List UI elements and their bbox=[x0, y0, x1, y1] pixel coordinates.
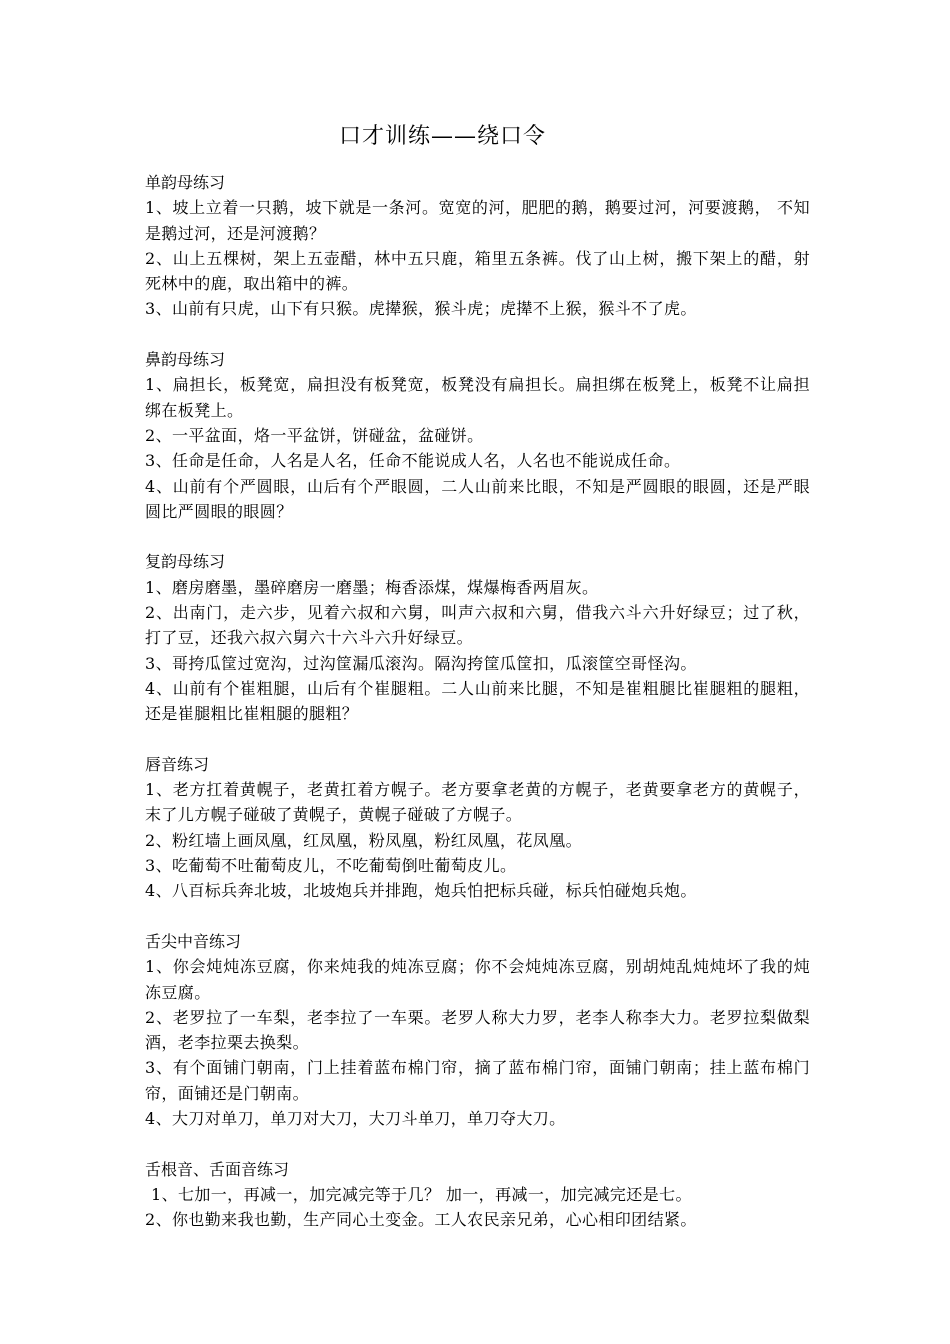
tongue-twister-item: 2、粉红墙上画凤凰，红凤凰，粉凤凰，粉红凤凰，花凤凰。 bbox=[145, 830, 582, 850]
section-velar-palatal bbox=[145, 1157, 810, 1233]
tongue-twister-item: 1、你会炖炖冻豆腐，你来炖我的炖冻豆腐；你不会炖炖冻豆腐，别胡炖乱炖炖坏了我的炖冻豆腐。 bbox=[145, 957, 810, 1002]
tongue-twister-item: 2、山上五棵树，架上五壶醋，林中五只鹿，箱里五条裤。伐了山上树，搬下架上的醋，射死林中的鹿，取出箱中的裤。 bbox=[145, 248, 810, 294]
tongue-twister-item: 2、老罗拉了一车梨，老李拉了一车栗。老罗人称大力罗，老李人称李大力。老罗拉梨做梨酒，老李拉栗去换梨。 bbox=[145, 1007, 810, 1053]
tongue-twister-item: 2、你也勤来我也勤，生产同心土变金。工人农民亲兄弟，心心相印团结紧。 bbox=[145, 1210, 697, 1230]
tongue-twister-item: 1、磨房磨墨，墨碎磨房一磨墨；梅香添煤，煤爆梅香两眉灰。 bbox=[145, 577, 599, 597]
tongue-twister-item: 1、扁担长，板凳宽，扁担没有板凳宽，板凳没有扁担长。扁担绑在板凳上，板凳不让扁担绑在板凳上。 bbox=[145, 375, 810, 420]
tongue-twister-item: 1、坡上立着一只鹅，坡下就是一条河。宽宽的河，肥肥的鹅，鹅要过河，河要渡鹅， 不知是鹅过河，还是河渡鹅？ bbox=[145, 198, 810, 243]
document-title: 口才训练——绕口令 bbox=[338, 124, 546, 149]
tongue-twister-item: 1、老方扛着黄幌子，老黄扛着方幌子。老方要拿老黄的方幌子，老黄要拿老方的黄幌子， 末了儿方幌子碰破了黄幌子，黄幌子碰破了方幌子。 bbox=[145, 780, 810, 825]
tongue-twister-item: 4、八百标兵奔北坡，北坡炮兵并排跑，炮兵怕把标兵碰，标兵怕碰炮兵炮。 bbox=[145, 881, 697, 901]
tongue-twister-item: 2、一平盆面，烙一平盆饼，饼碰盆，盆碰饼。 bbox=[145, 425, 484, 445]
section-heading: 鼻韵母练习 bbox=[145, 350, 226, 370]
tongue-twister-item: 3、吃葡萄不吐葡萄皮儿，不吃葡萄倒吐葡萄皮儿。 bbox=[145, 856, 517, 876]
tongue-twister-item: 1、七加一，再减一，加完减完等于几？ 加一，再减一，加完减完还是七。 bbox=[151, 1184, 692, 1204]
tongue-twister-item: 4、山前有个严圆眼，山后有个严眼圆，二人山前来比眼，不知是严圆眼的眼圆，还是严眼圆比严圆眼的眼圆？ bbox=[145, 476, 810, 521]
tongue-twister-item: 3、任命是任命，人名是人名，任命不能说成人名，人名也不能说成任命。 bbox=[145, 451, 681, 471]
tongue-twister-item: 2、出南门，走六步，见着六叔和六舅，叫声六叔和六舅，借我六斗六升好绿豆；过了秋， 打了豆，还我六叔六舅六十六斗六升好绿豆。 bbox=[145, 603, 810, 648]
tongue-twister-item: 3、哥挎瓜筐过宽沟，过沟筐漏瓜滚沟。隔沟挎筐瓜筐扣，瓜滚筐空哥怪沟。 bbox=[145, 653, 697, 673]
tongue-twister-item: 3、山前有只虎，山下有只猴。虎撵猴，猴斗虎；虎撵不上猴，猴斗不了虎。 bbox=[145, 299, 697, 319]
section-heading: 复韵母练习 bbox=[145, 552, 226, 572]
tongue-twister-item: 3、有个面铺门朝南，门上挂着蓝布棉门帘，摘了蓝布棉门帘，面铺门朝南；挂上蓝布棉门帘，面铺还是门朝南。 bbox=[145, 1058, 810, 1103]
section-labial bbox=[145, 752, 810, 904]
section-heading: 舌根音、舌面音练习 bbox=[145, 1159, 290, 1179]
tongue-twister-item: 4、山前有个崔粗腿，山后有个崔腿粗。二人山前来比腿，不知是崔粗腿比崔腿粗的腿粗， 还是崔腿粗比崔粗腿的腿粗？ bbox=[145, 678, 810, 724]
section-heading: 单韵母练习 bbox=[145, 173, 226, 192]
section-nasal-vowel bbox=[145, 347, 810, 524]
document-body bbox=[145, 170, 810, 1258]
section-single-vowel bbox=[145, 170, 810, 322]
section-heading: 唇音练习 bbox=[145, 754, 210, 774]
tongue-twister-item: 4、大刀对单刀，单刀对大刀，大刀斗单刀，单刀夺大刀。 bbox=[145, 1108, 566, 1128]
section-apical bbox=[145, 929, 810, 1131]
section-heading: 舌尖中音练习 bbox=[145, 931, 242, 951]
section-compound-vowel bbox=[145, 549, 810, 726]
